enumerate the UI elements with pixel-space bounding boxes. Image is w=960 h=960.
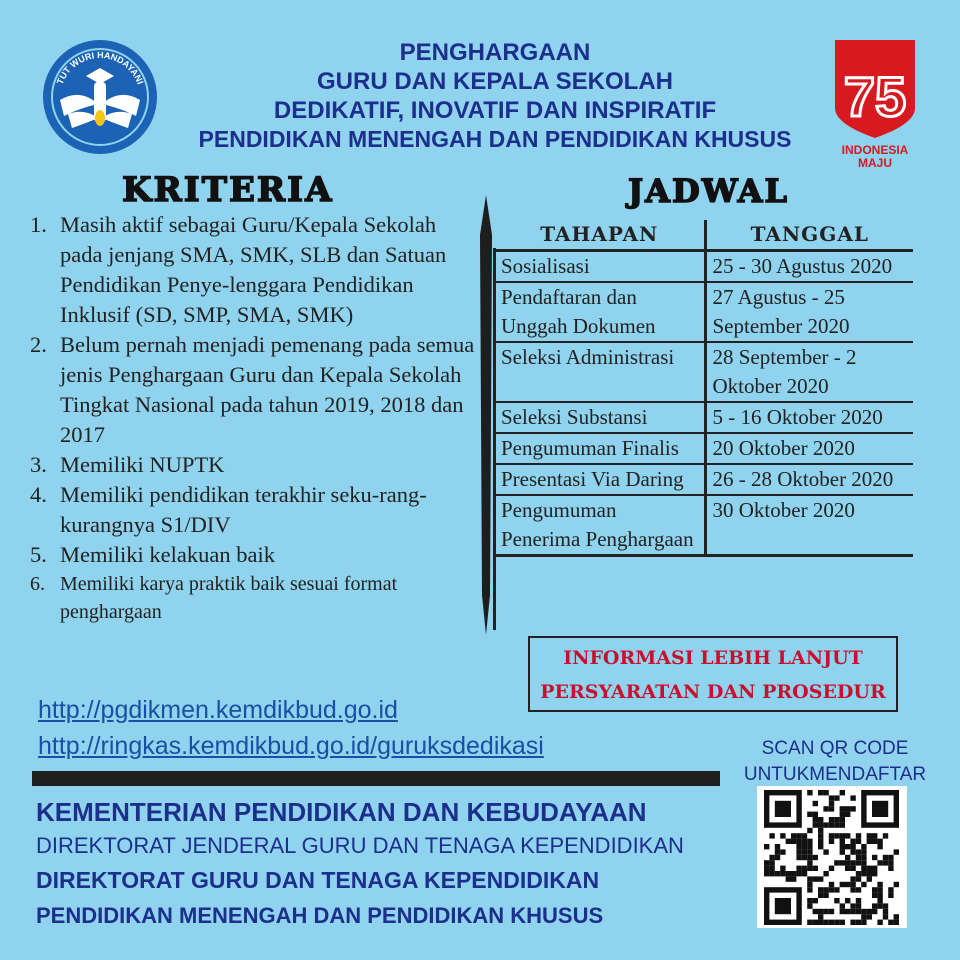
footer-ministry: KEMENTERIAN PENDIDIKAN DAN KEBUDAYAAN: [36, 797, 647, 827]
table-row: [495, 282, 913, 342]
kriteria-heading: KRITERIA: [122, 170, 334, 210]
qr-code[interactable]: [757, 786, 907, 928]
list-item-text: Memiliki NUPTK: [60, 452, 225, 477]
list-item-number: 5.: [30, 542, 47, 567]
footer-directorate: DIREKTORAT GURU DAN TENAGA KEPENDIDIKAN: [36, 867, 600, 893]
list-item-number: 1.: [30, 212, 47, 237]
logo-line-2: MAJU: [857, 156, 893, 168]
list-item-text: Memiliki karya praktik baik sesuai format penghargaan: [60, 573, 398, 623]
list-item-number: 3.: [30, 452, 47, 477]
qr-label-line-2: UNTUKMENDAFTAR: [743, 764, 927, 785]
tahapan-cell: Pendaftaran dan Unggah Dokumen: [495, 282, 705, 342]
logo-number: 75: [843, 65, 907, 128]
footer-division: PENDIDIKAN MENENGAH DAN PENDIDIKAN KHUSUS: [36, 903, 604, 928]
tanggal-cell: 30 Oktober 2020: [705, 495, 913, 556]
schedule-table: [495, 220, 913, 557]
title-line-1: PENGHARGAAN: [399, 39, 591, 66]
table-row: [495, 464, 913, 495]
info-box-line-1: INFORMASI LEBIH LANJUT: [563, 647, 863, 669]
tahapan-cell: Presentasi Via Daring: [495, 464, 705, 495]
kriteria-list: [30, 210, 480, 626]
tahapan-cell: Seleksi Administrasi: [495, 342, 705, 402]
list-item-number: 4.: [30, 482, 47, 507]
list-item-text: Masih aktif sebagai Guru/Kepala Sekolah pada jenjang SMA, SMK, SLB dan Satuan Pendidikan Penye-lenggara Pendidikan Inklusif (SD, SMP, SMA, SMK): [60, 212, 447, 327]
info-box: [528, 636, 898, 712]
list-item: [30, 330, 480, 450]
tahapan-cell: Sosialisasi: [495, 251, 705, 283]
list-item: [30, 570, 480, 626]
footer-directorate-general: DIREKTORAT JENDERAL GURU DAN TENAGA KEPENDIDIKAN: [36, 833, 684, 858]
info-box-line-2: PERSYARATAN DAN PROSEDUR: [540, 681, 886, 703]
logo-line-1: INDONESIA: [841, 143, 909, 157]
horizontal-divider: [32, 771, 720, 786]
tanggal-cell: 28 September - 2 Oktober 2020: [705, 342, 913, 402]
indonesia-maju-75-logo: [830, 38, 920, 168]
jadwal-heading: JADWAL: [628, 172, 789, 210]
tanggal-cell: 5 - 16 Oktober 2020: [705, 402, 913, 433]
tut-wuri-handayani-logo: [40, 38, 160, 156]
title-line-3: DEDIKATIF, INOVATIF DAN INSPIRATIF: [273, 97, 717, 124]
list-item-text: Memiliki kelakuan baik: [60, 542, 275, 567]
list-item: [30, 480, 480, 540]
list-item: [30, 540, 480, 570]
table-row: [495, 342, 913, 402]
page-title: [150, 38, 840, 154]
title-line-2: GURU DAN KEPALA SEKOLAH: [316, 68, 673, 95]
list-item-number: 2.: [30, 332, 47, 357]
tahapan-cell: Pengumuman Finalis: [495, 433, 705, 464]
list-item: [30, 210, 480, 330]
table-row: [495, 433, 913, 464]
list-item-text: Belum pernah menjadi pemenang pada semua jenis Penghargaan Guru dan Kepala Sekolah Tingkat Nasional pada tahun 2019, 2018 dan 2017: [60, 332, 475, 447]
table-row: [495, 402, 913, 433]
registration-link[interactable]: http://ringkas.kemdikbud.go.id/guruksdedikasi: [38, 732, 544, 760]
column-header-tahapan: TAHAPAN: [495, 220, 705, 251]
footer: [36, 795, 684, 933]
tanggal-cell: 20 Oktober 2020: [705, 433, 913, 464]
pgdikmen-link[interactable]: http://pgdikmen.kemdikbud.go.id: [38, 696, 398, 724]
list-item: [30, 450, 480, 480]
qr-label: [722, 736, 948, 788]
list-item-text: Memiliki pendidikan terakhir seku-rang-kurangnya S1/DIV: [60, 482, 427, 537]
table-header-row: [495, 220, 913, 251]
table-row: [495, 251, 913, 283]
tahapan-cell: Pengumuman Penerima Penghargaan: [495, 495, 705, 556]
tanggal-cell: 26 - 28 Oktober 2020: [705, 464, 913, 495]
tanggal-cell: 25 - 30 Agustus 2020: [705, 251, 913, 283]
title-line-4: PENDIDIKAN MENENGAH DAN PENDIDIKAN KHUSUS: [198, 126, 792, 152]
list-item-number: 6.: [30, 573, 45, 595]
tahapan-cell: Seleksi Substansi: [495, 402, 705, 433]
column-header-tanggal: TANGGAL: [705, 220, 913, 251]
qr-label-line-1: SCAN QR CODE: [761, 738, 909, 759]
vertical-divider: [478, 195, 494, 635]
table-row: [495, 495, 913, 556]
tanggal-cell: 27 Agustus - 25 September 2020: [705, 282, 913, 342]
svg-text:TUT WURI HANDAYANI: TUT WURI HANDAYANI: [54, 49, 146, 86]
